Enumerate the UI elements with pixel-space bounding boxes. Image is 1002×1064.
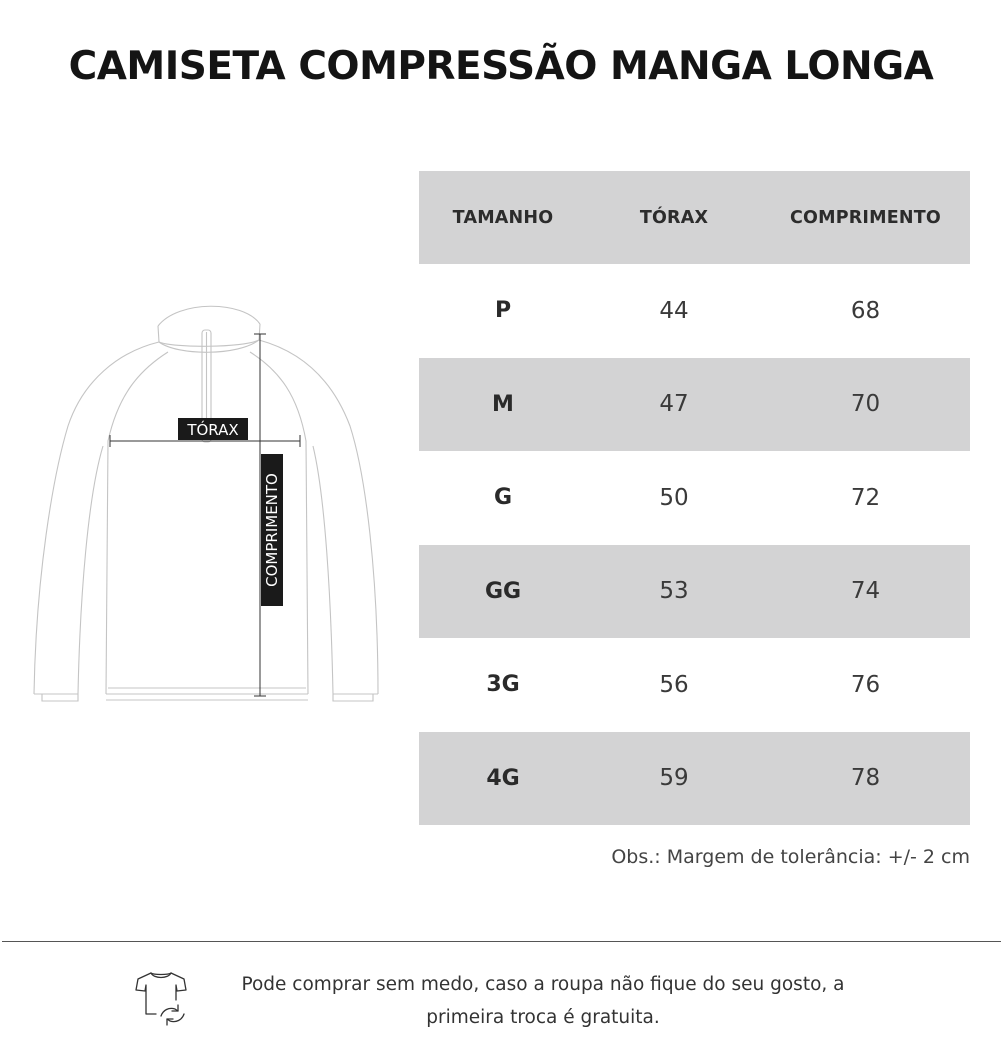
- table-row: [419, 358, 970, 452]
- comprimento-cell: 78: [850, 765, 881, 792]
- torax-cell: 47: [659, 391, 689, 418]
- comprimento-cell: 68: [850, 297, 881, 324]
- page-title: CAMISETA COMPRESSÃO MANGA LONGA: [68, 44, 934, 89]
- table-row: [419, 638, 970, 732]
- torax-diagram-label: TÓRAX: [187, 421, 239, 439]
- comprimento-cell: 76: [850, 671, 881, 698]
- header-comprimento: COMPRIMENTO: [790, 207, 941, 228]
- torax-cell: 44: [659, 297, 689, 324]
- comprimento-diagram-label: COMPRIMENTO: [263, 473, 281, 587]
- table-header: [419, 171, 970, 264]
- size-cell: 4G: [486, 765, 520, 791]
- divider: [2, 941, 1001, 942]
- table-row: [419, 545, 970, 639]
- size-cell: GG: [484, 578, 522, 604]
- exchange-policy-line-1: Pode comprar sem medo, caso a roupa não fique do seu gosto, a: [241, 974, 845, 995]
- torax-cell: 59: [659, 765, 689, 792]
- tolerance-note: Obs.: Margem de tolerância: +/- 2 cm: [611, 846, 970, 868]
- size-cell: 3G: [486, 672, 520, 698]
- header-torax: TÓRAX: [639, 207, 709, 228]
- size-cell: P: [494, 298, 512, 324]
- exchange-policy-text: [198, 968, 888, 1034]
- comprimento-cell: 72: [850, 484, 881, 511]
- torax-cell: 56: [659, 671, 689, 698]
- size-cell: G: [493, 485, 513, 511]
- torax-cell: 50: [659, 484, 689, 511]
- table-row: [419, 451, 970, 545]
- exchange-policy-line-2: primeira troca é gratuita.: [426, 1007, 660, 1028]
- table-row: [419, 732, 970, 826]
- shirt-diagram: [28, 296, 388, 706]
- table-row: [419, 264, 970, 358]
- shirt-exchange-icon: [134, 970, 190, 1028]
- header-tamanho: TAMANHO: [452, 207, 554, 228]
- comprimento-cell: 70: [850, 391, 881, 418]
- size-cell: M: [492, 391, 514, 417]
- torax-cell: 53: [659, 578, 689, 605]
- size-table: [419, 171, 970, 825]
- comprimento-cell: 74: [850, 578, 881, 605]
